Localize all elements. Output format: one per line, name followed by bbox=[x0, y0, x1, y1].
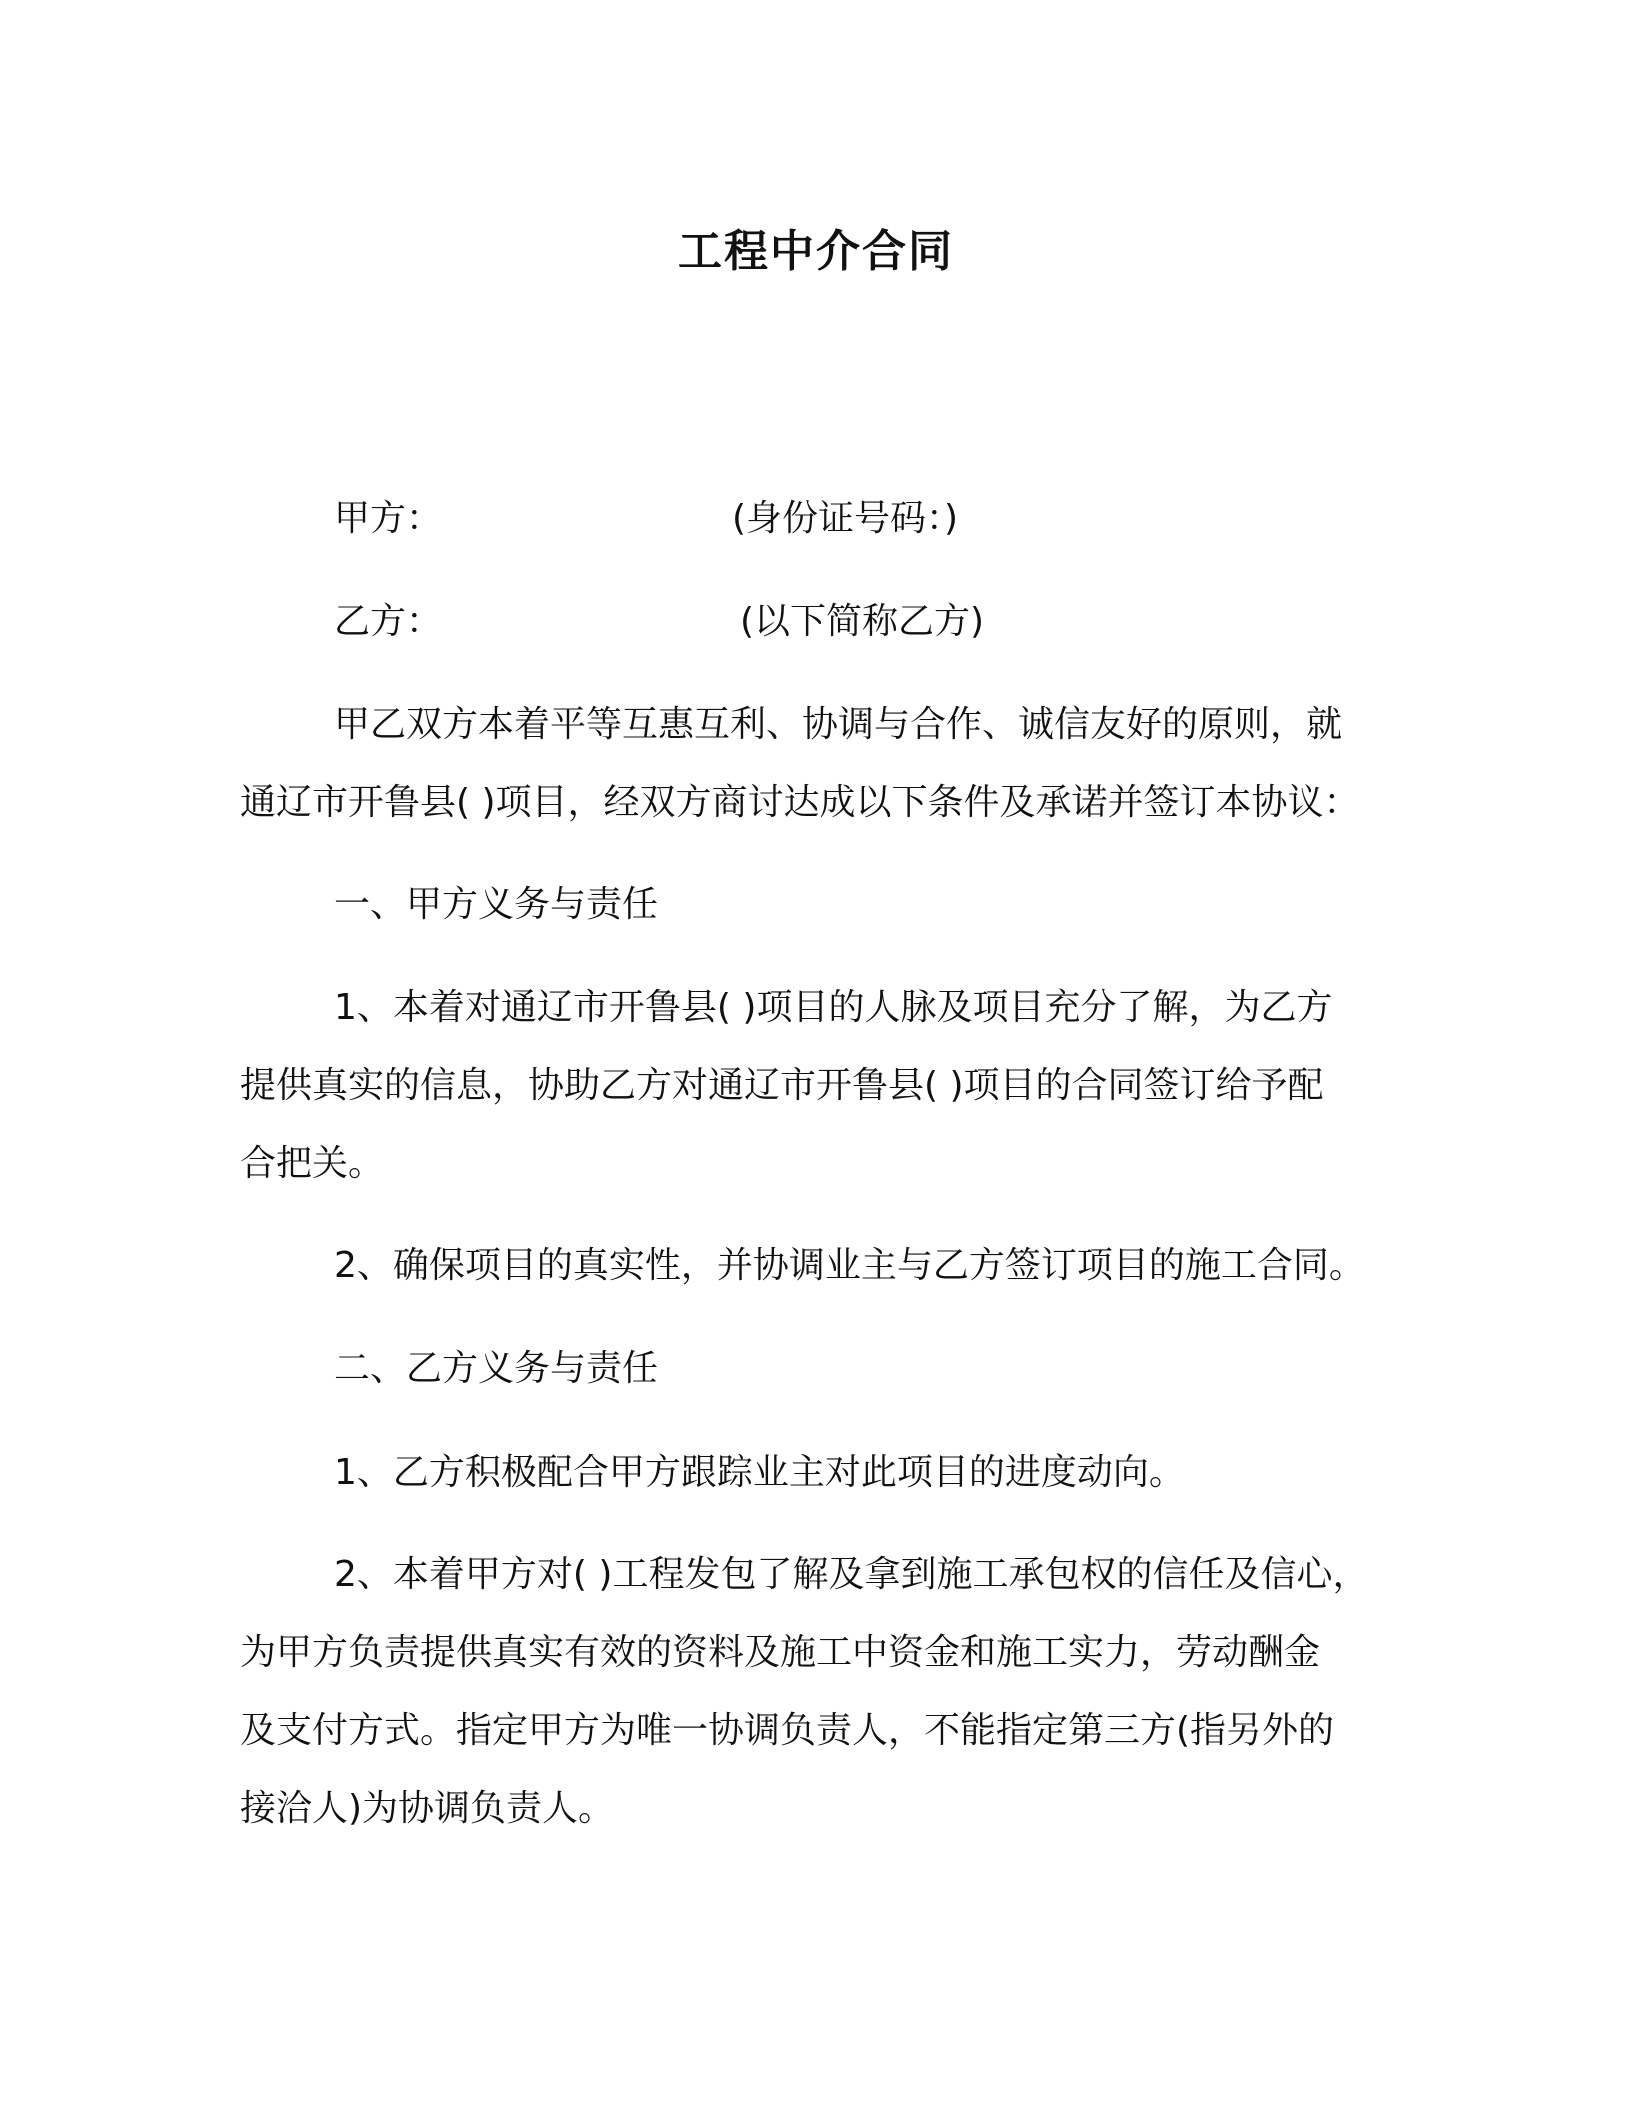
section-2-item-2-line-4: 接洽人)为协调负责人。 bbox=[240, 1788, 615, 1829]
section-1-item-1-line-3: 合把关。 bbox=[240, 1143, 385, 1184]
party-a-id-note: (身份证号码：) bbox=[732, 498, 959, 539]
section-1-heading: 一、甲方义务与责任 bbox=[334, 884, 659, 925]
section-2-item-2-line-1: 2、本着甲方对( )工程发包了解及拿到施工承包权的信任及信心， bbox=[334, 1554, 1369, 1595]
party-b-label: 乙方： bbox=[334, 601, 443, 642]
document-title: 工程中介合同 bbox=[678, 226, 954, 277]
section-2-item-2-line-3: 及支付方式。指定甲方为唯一协调负责人，不能指定第三方(指另外的 bbox=[240, 1710, 1335, 1751]
intro-line-1: 甲乙双方本着平等互惠互利、协调与合作、诚信友好的原则，就 bbox=[334, 704, 1343, 745]
section-1-item-1-line-2: 提供真实的信息，协助乙方对通辽市开鲁县( )项目的合同签订给予配 bbox=[240, 1065, 1324, 1106]
section-2-item-1: 1、乙方积极配合甲方跟踪业主对此项目的进度动向。 bbox=[334, 1452, 1185, 1493]
party-b-short-note: (以下简称乙方) bbox=[740, 601, 985, 642]
section-1-item-1-line-1: 1、本着对通辽市开鲁县( )项目的人脉及项目充分了解，为乙方 bbox=[334, 987, 1333, 1028]
section-2-heading: 二、乙方义务与责任 bbox=[334, 1348, 659, 1389]
section-2-item-2-line-2: 为甲方负责提供真实有效的资料及施工中资金和施工实力，劳动酬金 bbox=[240, 1632, 1321, 1673]
party-a-label: 甲方： bbox=[334, 498, 443, 539]
section-1-item-2: 2、确保项目的真实性，并协调业主与乙方签订项目的施工合同。 bbox=[334, 1245, 1365, 1286]
intro-line-2: 通辽市开鲁县( )项目，经双方商讨达成以下条件及承诺并签订本协议： bbox=[240, 782, 1360, 823]
